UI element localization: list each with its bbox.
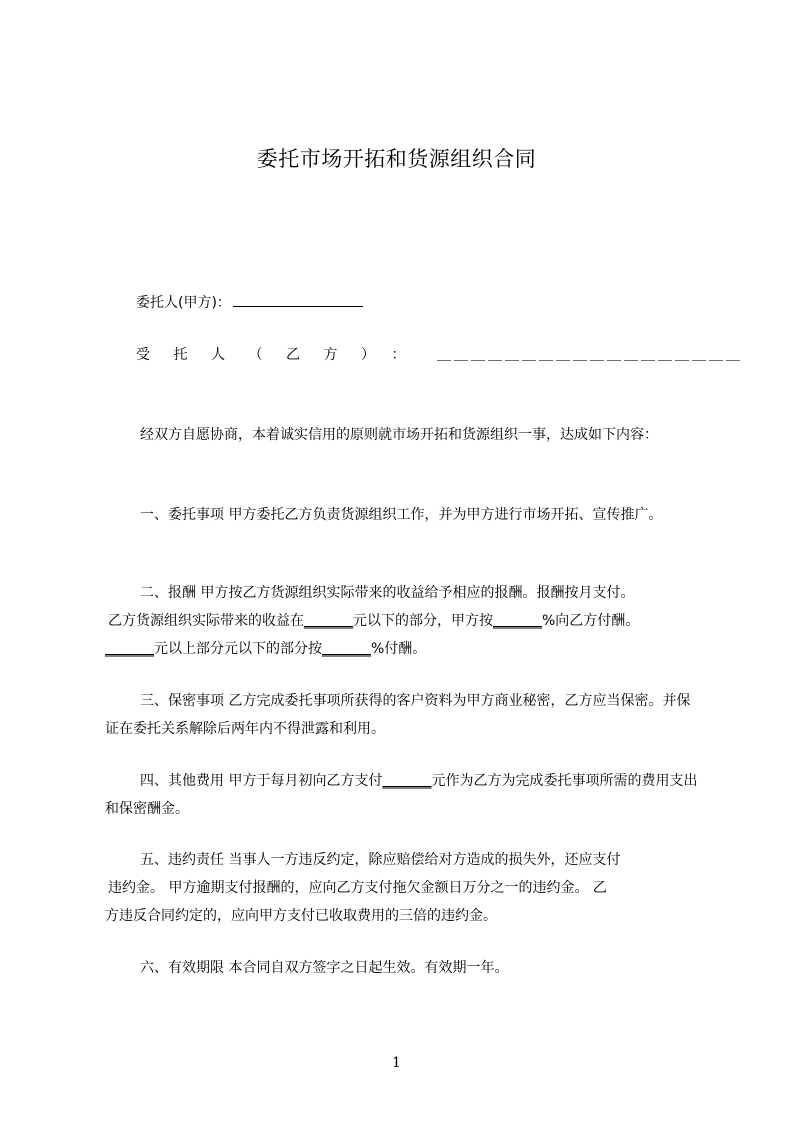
party-a-line xyxy=(136,292,363,312)
party-b-label: 受托人（乙方）： xyxy=(136,347,429,363)
clause-1 xyxy=(105,501,702,529)
document-title: 委托市场开拓和货源组织合同 xyxy=(256,147,537,171)
blank-percent-1: _______ xyxy=(493,613,542,629)
clause-5-line-2: 违约金。 甲方逾期支付报酬的，应向乙方支付拖欠金额日万分之一的违约金。 乙 xyxy=(108,880,607,896)
clause-4-text: 四、其他费用 甲方于每月初向乙方支付_______元作为乙方为完成委托事项所需的费用支出和保密酬金。 xyxy=(105,773,698,817)
clause-6 xyxy=(105,954,702,982)
party-a-blank xyxy=(233,294,363,307)
blank-monthly-fee: _______ xyxy=(382,773,432,789)
blank-amount-2: _______ xyxy=(105,641,154,657)
party-b-line xyxy=(136,344,743,364)
clause-4 xyxy=(105,767,702,823)
page-number: 1 xyxy=(392,1055,401,1071)
blank-percent-2: _______ xyxy=(322,641,371,657)
blank-amount-1: _______ xyxy=(304,613,353,629)
intro-paragraph xyxy=(105,421,702,449)
party-a-label: 委托人(甲方)： xyxy=(136,295,231,311)
intro-text: 经双方自愿协商，本着诚实信用的原则就市场开拓和货源组织一事，达成如下内容： xyxy=(140,427,658,443)
clause-2-line-2: 乙方货源组织实际带来的收益在_______元以下的部分，甲方按_______%向乙方付酬。 xyxy=(108,613,640,629)
clause-5 xyxy=(105,846,702,930)
clause-3-text: 三、保密事项 乙方完成委托事项所获得的客户资料为甲方商业秘密，乙方应当保密。并保证在委托关系解除后两年内不得泄露和利用。 xyxy=(105,693,691,737)
clause-2 xyxy=(105,579,702,663)
clause-5-line-3: 方违反合同约定的，应向甲方支付已收取费用的三倍的违约金。 xyxy=(105,908,497,924)
clause-2-line-3: _______元以上部分元以下的部分按_______%付酬。 xyxy=(105,641,427,657)
party-b-blank: ＿＿＿＿＿＿＿＿＿＿＿＿＿＿＿＿＿＿ xyxy=(437,347,743,363)
clause-5-line-1: 五、违约责任 当事人一方违反约定，除应赔偿给对方造成的损失外，还应支付 xyxy=(140,852,621,868)
clause-3 xyxy=(105,687,702,743)
clause-6-text: 六、有效期限 本合同自双方签字之日起生效。有效期一年。 xyxy=(140,960,509,976)
clause-1-text: 一、委托事项 甲方委托乙方负责货源组织工作，并为甲方进行市场开拓、宣传推广。 xyxy=(140,507,663,523)
clause-2-line-1: 二、报酬 甲方按乙方货源组织实际带来的收益给予相应的报酬。报酬按月支付。 xyxy=(140,585,635,601)
